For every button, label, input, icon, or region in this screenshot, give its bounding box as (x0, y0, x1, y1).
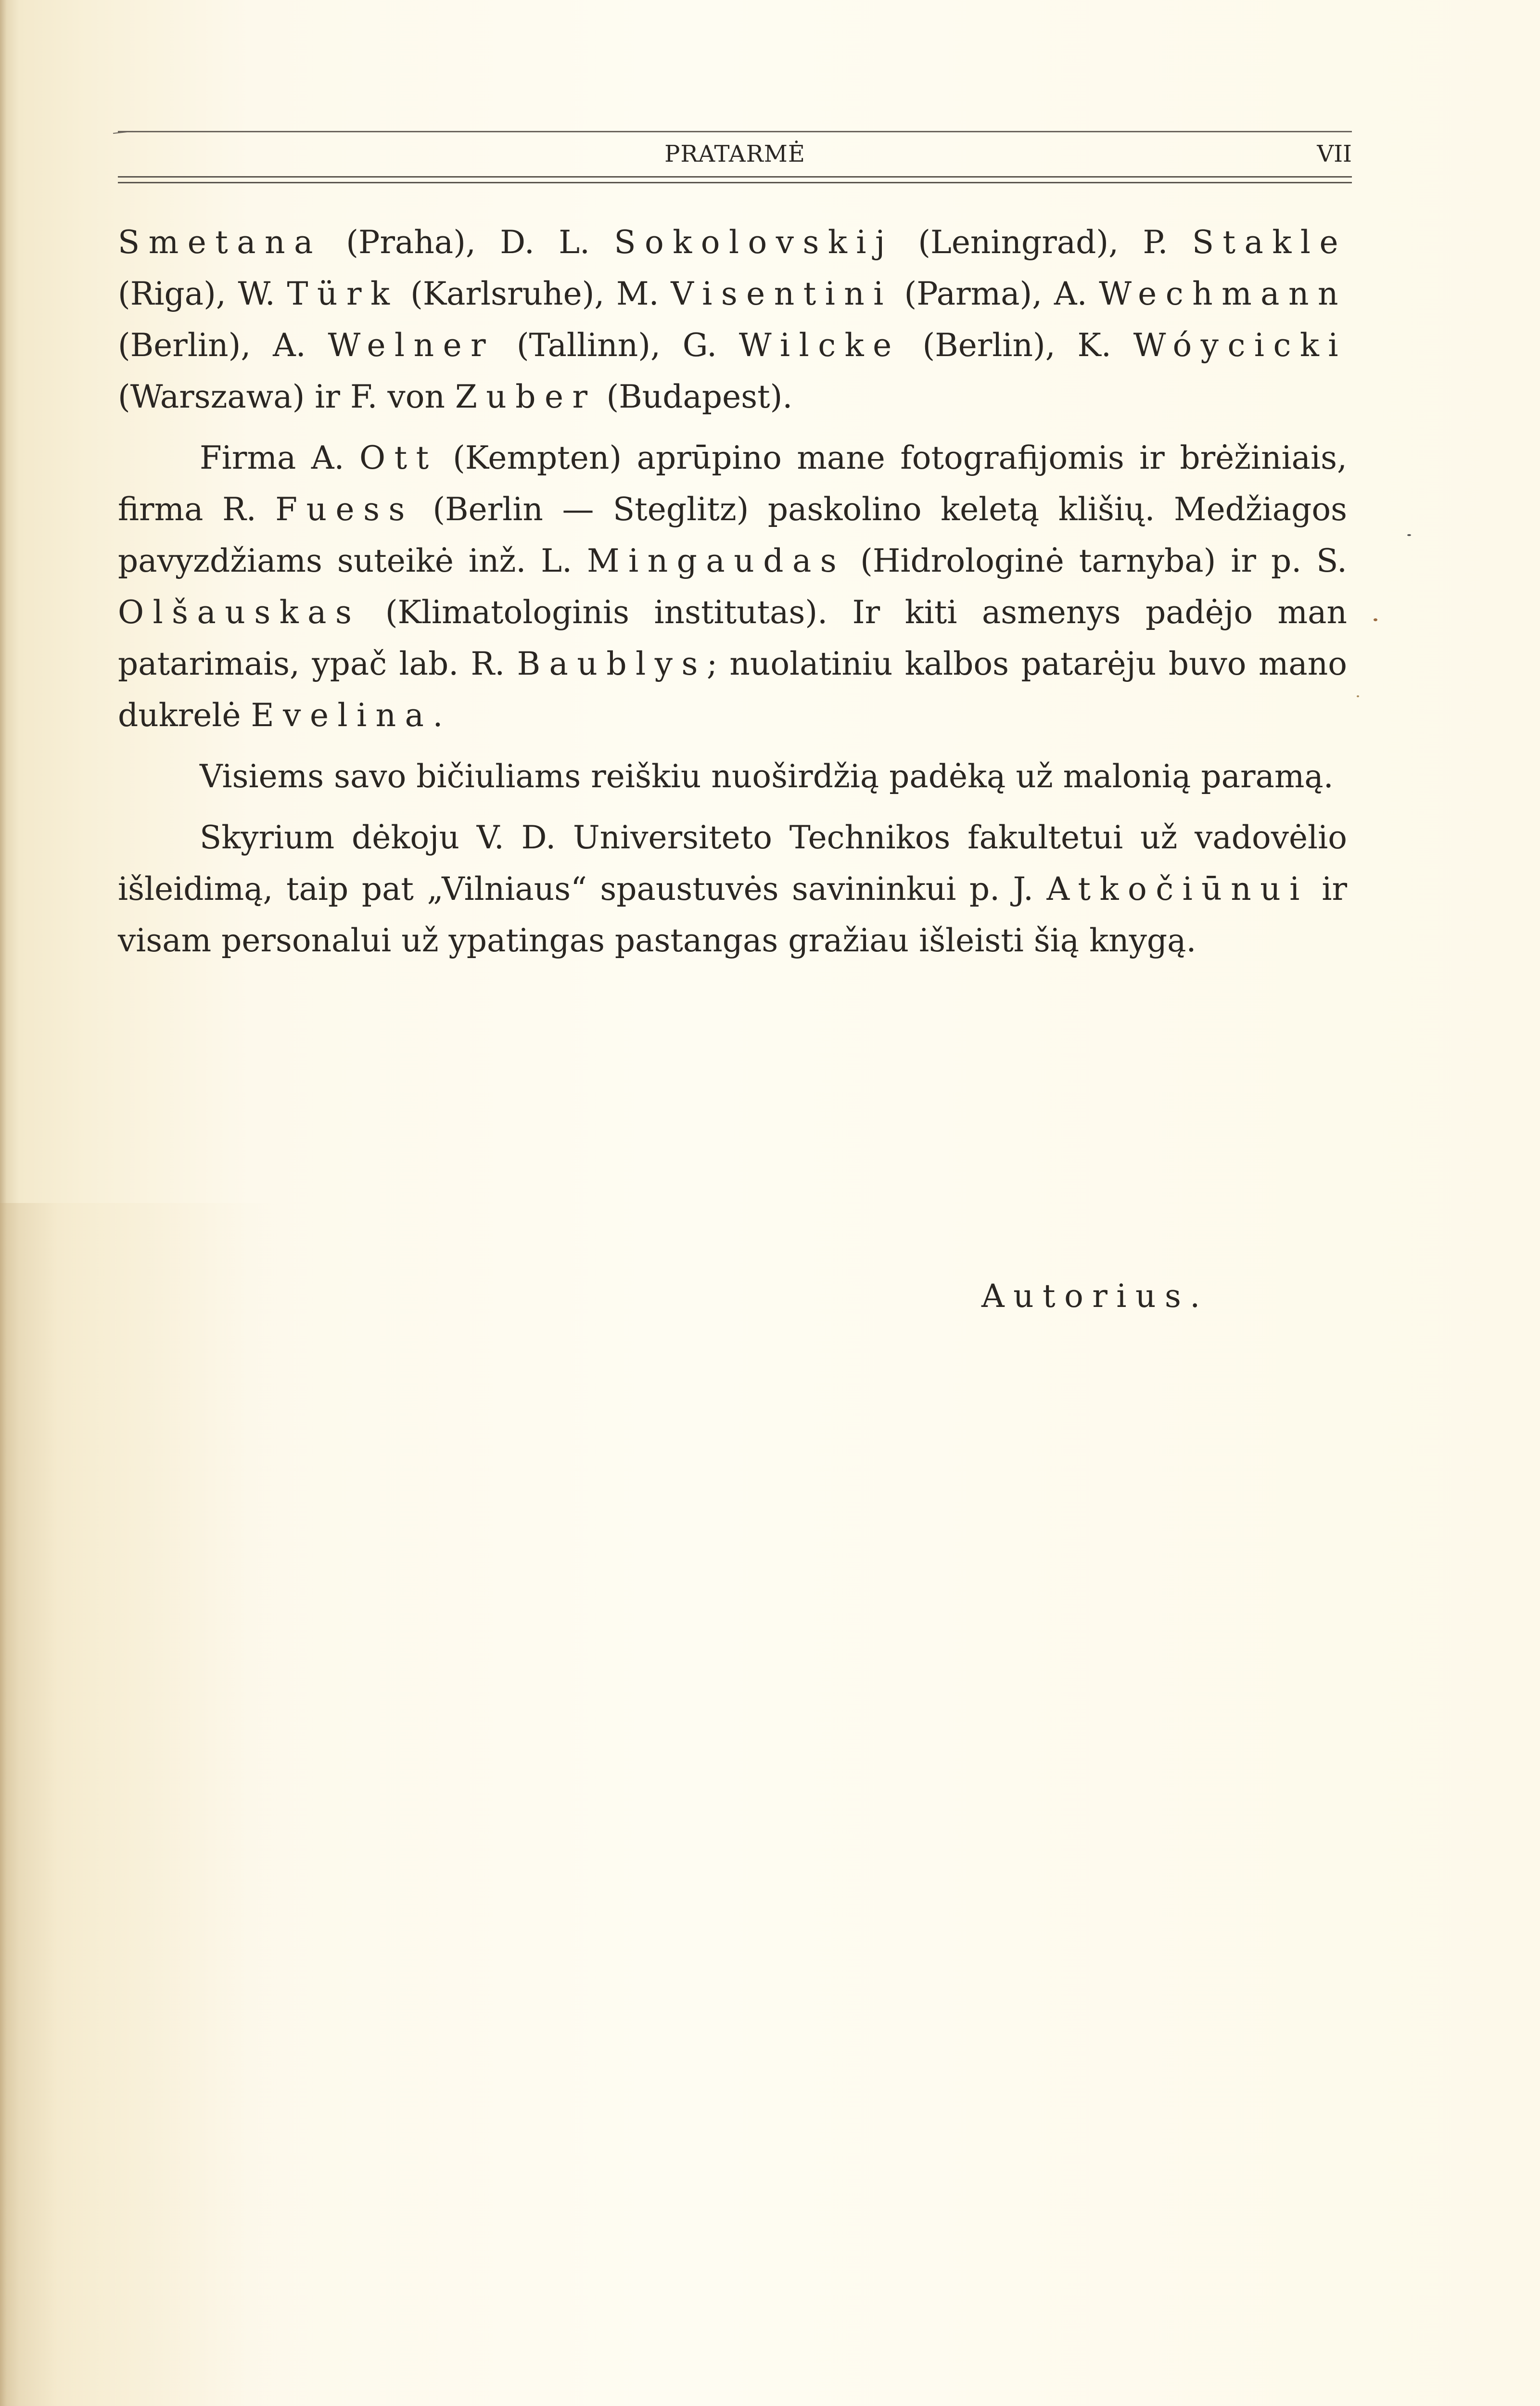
running-title: PRATARMĖ (664, 141, 805, 167)
text-segment: (Tallinn), G. (495, 327, 739, 364)
header-rule-bottom-double (118, 182, 1352, 183)
spaced-name: Baublys (517, 645, 707, 682)
paragraph-firms (118, 432, 1347, 741)
header-rule-top (118, 131, 1352, 132)
spaced-name: Wóycicki (1133, 327, 1347, 364)
text-segment: (Berlin — Steglitz) paskolino keletą klišių. Medžiagos pavyzdžiams suteikė inž. L. (118, 491, 1347, 579)
text-segment: ; nuolatiniu kalbos patarėju buvo mano dukrelė (118, 645, 1347, 734)
text-segment: (Riga), W. (118, 275, 287, 312)
text-segment: (Berlin), A. (118, 327, 328, 364)
text-segment: (Warszawa) ir F. von (118, 378, 455, 415)
text-segment: (Klimatologinis institutas). Ir kiti asmenys padėjo man patarimais, ypač lab. R. (118, 594, 1347, 682)
text-segment: (Berlin), K. (900, 327, 1133, 364)
paper-speck (1407, 534, 1411, 536)
header-rule-bottom (118, 176, 1352, 178)
text-segment: (Hidrologinė tarnyba) ir p. S. (845, 542, 1347, 579)
binding-shadow (0, 1203, 289, 2406)
text-segment: (Budapest). (596, 378, 793, 415)
text-segment: Skyrium dėkoju V. D. Universiteto Technikos fakultetui už vadovėlio išleidimą, taip pat „Vilniaus“ spaustuvės savininkui p. J. (118, 819, 1347, 908)
spaced-name: Mingaudas (587, 542, 846, 579)
text-segment: ir visam personalui už ypatingas pastangas gražiau išleisti šią knygą. (118, 870, 1347, 959)
spaced-name: Stakle (1192, 224, 1347, 261)
text-segment: (Parma), A. (892, 275, 1099, 312)
spaced-name: Zuber (455, 378, 597, 415)
paragraph-publisher-thanks (118, 812, 1347, 966)
paragraph-thanks (118, 751, 1347, 802)
spaced-name: Smetana (118, 224, 322, 261)
spaced-name: Evelina (251, 697, 433, 734)
text-segment: (Praha), D. L. (321, 224, 614, 261)
preface-body (118, 217, 1347, 966)
spaced-name: Atkočiūnui (1046, 870, 1309, 908)
spaced-name: Ott (359, 439, 438, 476)
running-header (118, 115, 1352, 188)
spaced-name: Wechmann (1099, 275, 1347, 312)
spaced-name: Fuess (275, 491, 414, 528)
spaced-name: Sokolovskij (614, 224, 894, 261)
signature: Autorius. (981, 1278, 1209, 1315)
spaced-name: Olšauskas (118, 594, 361, 631)
paragraph-acknowledgements-continued (118, 217, 1347, 422)
spaced-name: Welner (328, 327, 495, 364)
spaced-name: Türk (287, 275, 399, 312)
paper-speck (1357, 695, 1359, 697)
spaced-name: Visentini (671, 275, 892, 312)
text-segment: Visiems savo bičiuliams reiškiu nuoširdžią padėką už malonią paramą. (200, 758, 1334, 795)
text-segment: (Kempten) aprūpino mane fotografijomis ir brėžiniais, firma R. (118, 439, 1347, 528)
paper-speck (1374, 618, 1377, 621)
text-segment: (Karlsruhe), M. (398, 275, 671, 312)
text-segment: . (433, 697, 443, 734)
text-segment: Firma A. (200, 439, 360, 476)
page-number: VII (1317, 141, 1352, 167)
text-segment: (Leningrad), P. (893, 224, 1192, 261)
spaced-name: Wilcke (738, 327, 901, 364)
